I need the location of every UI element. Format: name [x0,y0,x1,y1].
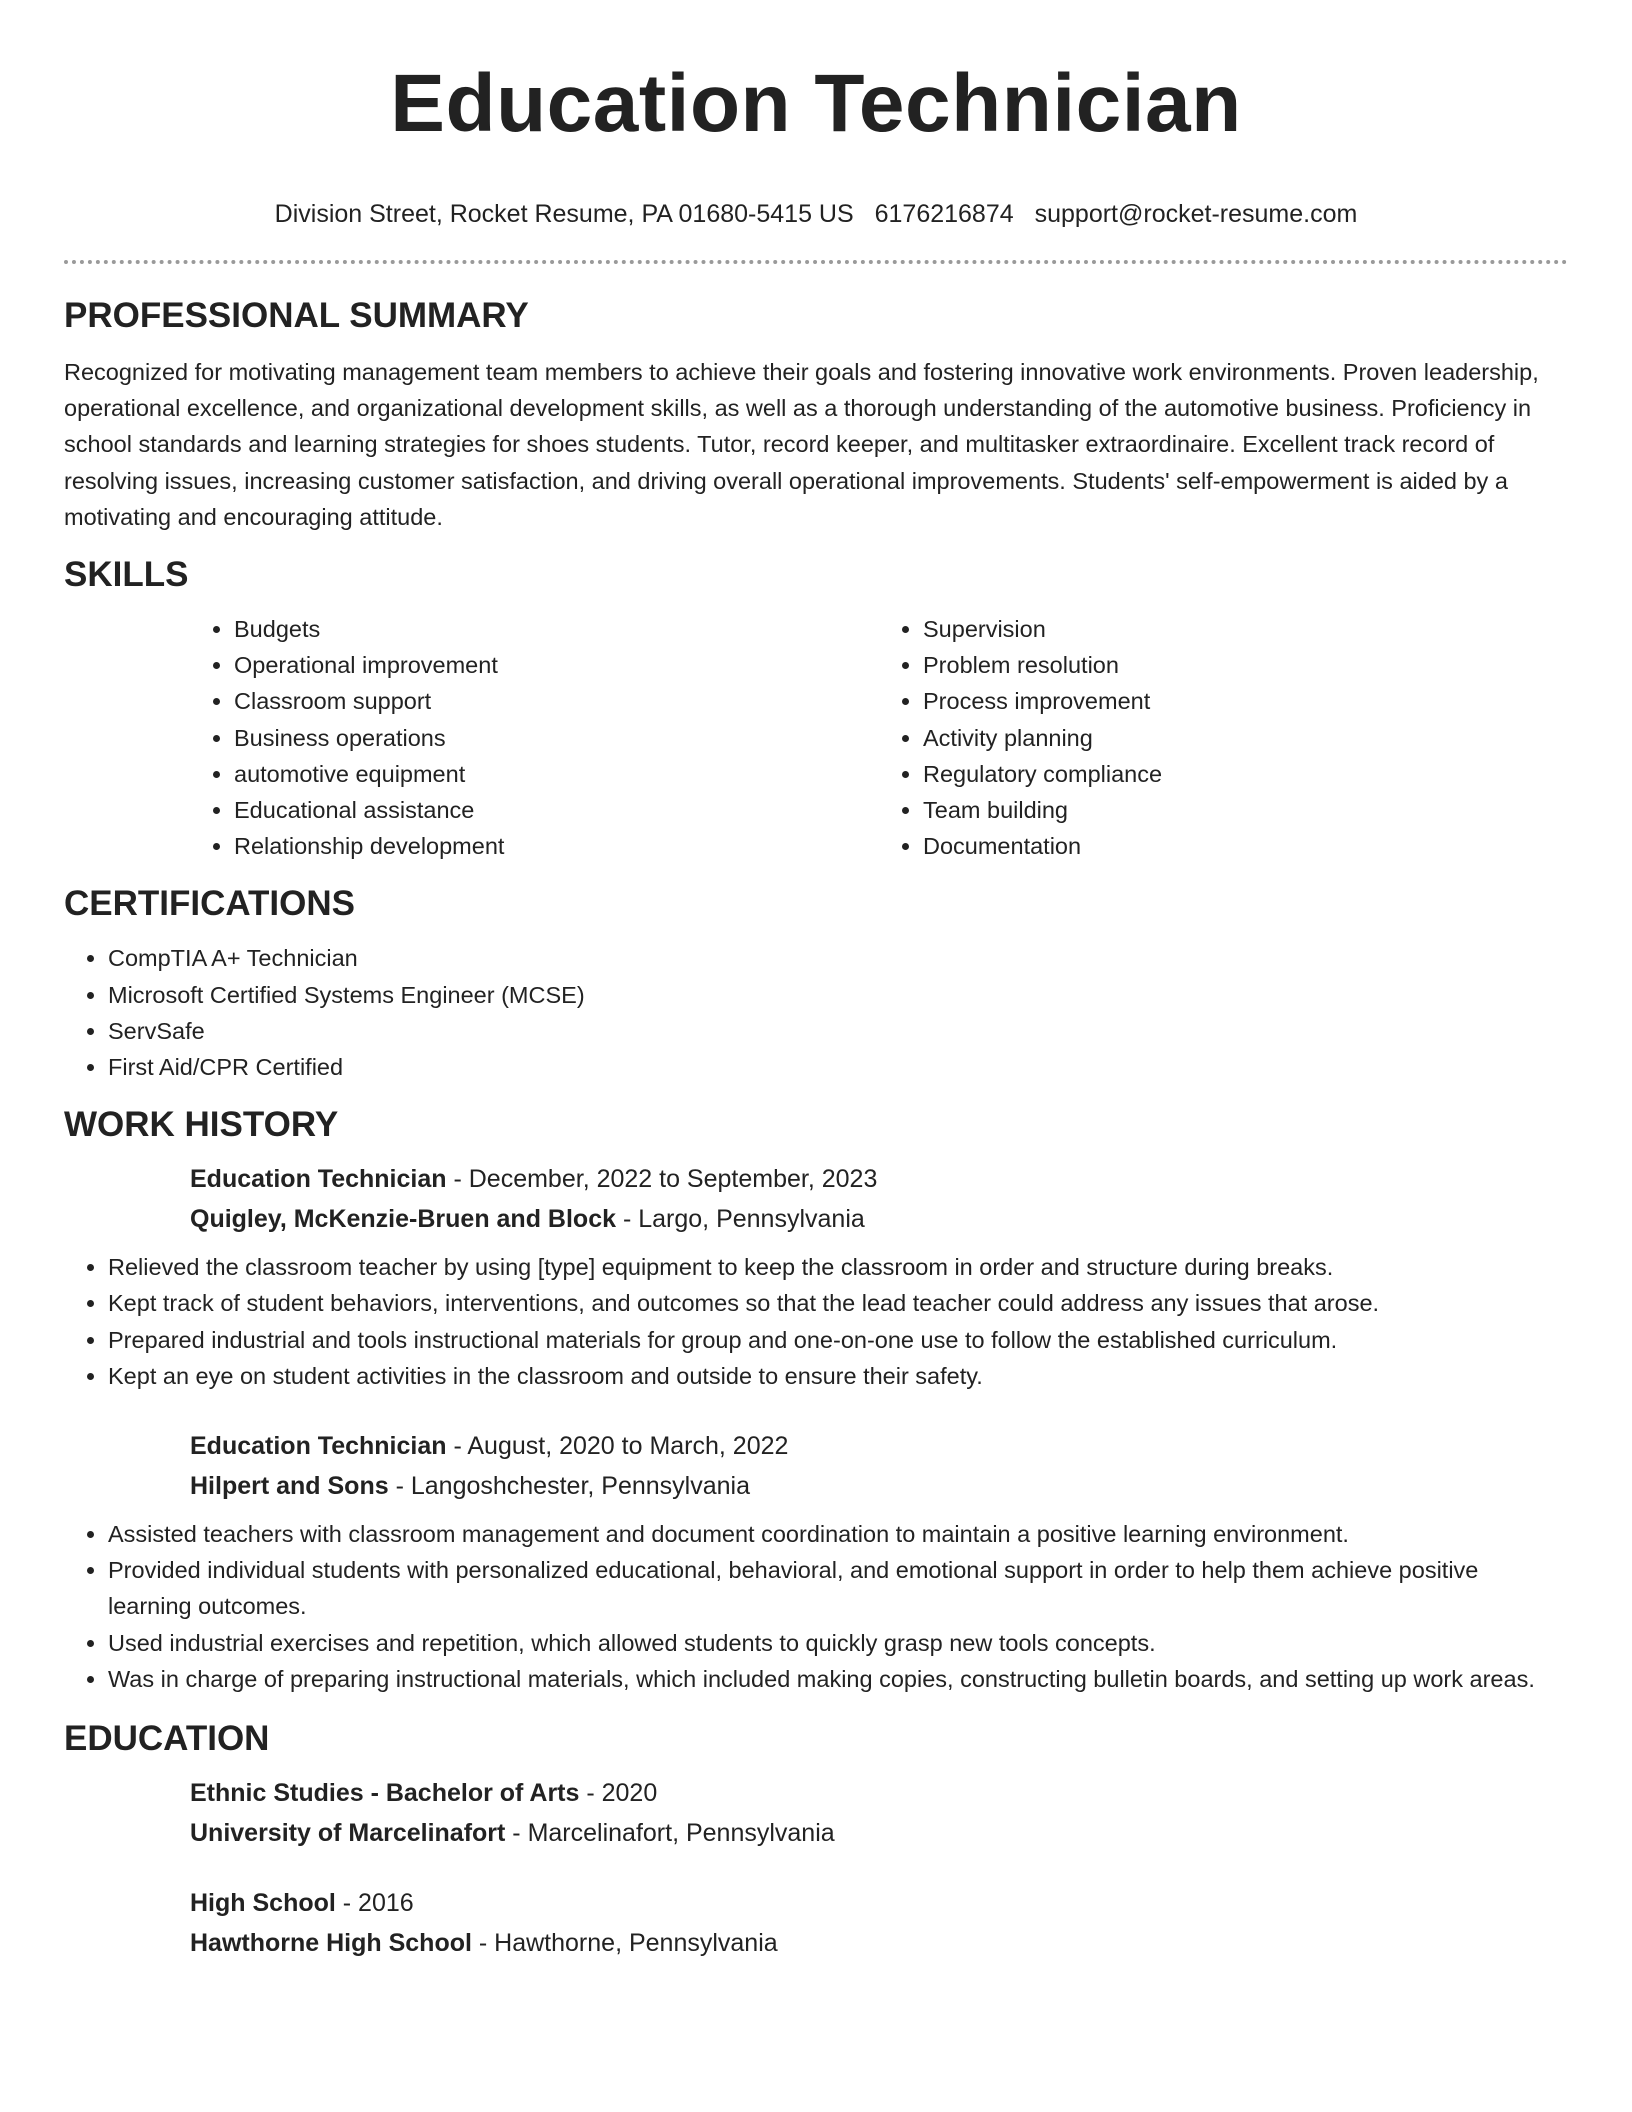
resume-name: Education Technician [390,58,1242,149]
list-item: • Relieved the classroom teacher by using [type] equipment to keep the classroom in order and structure during breaks. [108,1249,1568,1285]
job-company: Quigley, McKenzie-Bruen and Block [190,1205,617,1234]
certifications-heading: CERTIFICATIONS [64,884,356,924]
degree: High School [190,1889,336,1918]
summary-text: Recognized for motivating management team members to achieve their goals and fostering innovative work environments. Proven leadership, operational excellence, and organizational development skills, as well as a thorough understanding of the automotive business. Proficiency in school standards and learning strategies for shoes students. Tutor, record keeper, and multitasker extraordinaire. Excellent track record of resolving issues, increasing customer satisfaction, and driving overall operational improvements. Students' self-empowerment is aided by a motivating and encouraging attitude. [64,359,1539,530]
list-item: • Microsoft Certified Systems Engineer (MCSE) [108,977,1568,1013]
list-item: • Problem resolution [923,647,1568,683]
skills-column-right [879,611,1568,864]
job-dates: - August, 2020 to March, 2022 [446,1432,789,1461]
list-item: • Used industrial exercises and repetition, which allowed students to quickly grasp new tools concepts. [108,1625,1568,1661]
header-divider [64,260,1568,264]
work-history-heading: WORK HISTORY [64,1105,339,1145]
skills-heading: SKILLS [64,555,189,595]
job-title-line [190,1426,1568,1466]
graduation-year: - 2016 [335,1889,414,1918]
education-entry [190,1773,1568,1853]
job-location: - Langoshchester, Pennsylvania [388,1472,750,1501]
list-item: • automotive equipment [234,756,879,792]
list-item: • Kept an eye on student activities in the classroom and outside to ensure their safety. [108,1358,1568,1394]
address: Division Street, Rocket Resume, PA 01680-5415 US [274,200,854,228]
phone: 6176216874 [874,200,1014,228]
contact-line [64,198,1568,230]
list-item: • Provided individual students with personalized educational, behavioral, and emotional support in order to help them achieve positive learning outcomes. [108,1552,1568,1624]
list-item: • Business operations [234,720,879,756]
job-company-line [190,1199,1568,1239]
list-item: • Operational improvement [234,647,879,683]
list-item: • Team building [923,792,1568,828]
degree-line [190,1883,1568,1923]
school-line [190,1813,1568,1853]
list-item: • Regulatory compliance [923,756,1568,792]
list-item: • Kept track of student behaviors, interventions, and outcomes so that the lead teacher could address any issues that arose. [108,1285,1568,1321]
job-title: Education Technician [190,1165,447,1194]
list-item: • Classroom support [234,683,879,719]
education-heading: EDUCATION [64,1719,270,1759]
list-item: • Was in charge of preparing instructional materials, which included making copies, constructing bulletin boards, and setting up work areas. [108,1661,1568,1697]
job-location: - Largo, Pennsylvania [616,1205,865,1234]
list-item: • ServSafe [108,1013,1568,1049]
graduation-year: - 2020 [579,1779,658,1808]
education-entry [190,1883,1568,1963]
list-item: • First Aid/CPR Certified [108,1049,1568,1085]
school: Hawthorne High School [190,1929,472,1958]
email: support@rocket-resume.com [1034,200,1358,228]
list-item: • Assisted teachers with classroom management and document coordination to maintain a positive learning environment. [108,1516,1568,1552]
skills-column-left [190,611,879,864]
school-location: - Marcelinafort, Pennsylvania [505,1819,835,1848]
job-company: Hilpert and Sons [190,1472,389,1501]
degree: Ethnic Studies - Bachelor of Arts [190,1779,580,1808]
certifications-list [64,940,1568,1085]
list-item: • Activity planning [923,720,1568,756]
job-duties [64,1516,1568,1697]
list-item: • CompTIA A+ Technician [108,940,1568,976]
job-entry [190,1159,1568,1239]
list-item: • Process improvement [923,683,1568,719]
list-item: • Documentation [923,828,1568,864]
list-item: • Educational assistance [234,792,879,828]
job-entry [190,1426,1568,1506]
job-title-line [190,1159,1568,1199]
job-title: Education Technician [190,1432,447,1461]
job-duties [64,1249,1568,1394]
summary-heading: PROFESSIONAL SUMMARY [64,296,529,335]
school-location: - Hawthorne, Pennsylvania [471,1929,778,1958]
job-company-line [190,1466,1568,1506]
school: University of Marcelinafort [190,1819,506,1848]
list-item: • Relationship development [234,828,879,864]
school-line [190,1923,1568,1963]
job-dates: - December, 2022 to September, 2023 [446,1165,878,1194]
list-item: • Prepared industrial and tools instructional materials for group and one-on-one use to follow the established curriculum. [108,1322,1568,1358]
degree-line [190,1773,1568,1813]
list-item: • Supervision [923,611,1568,647]
list-item: • Budgets [234,611,879,647]
skills-list [190,611,1568,864]
